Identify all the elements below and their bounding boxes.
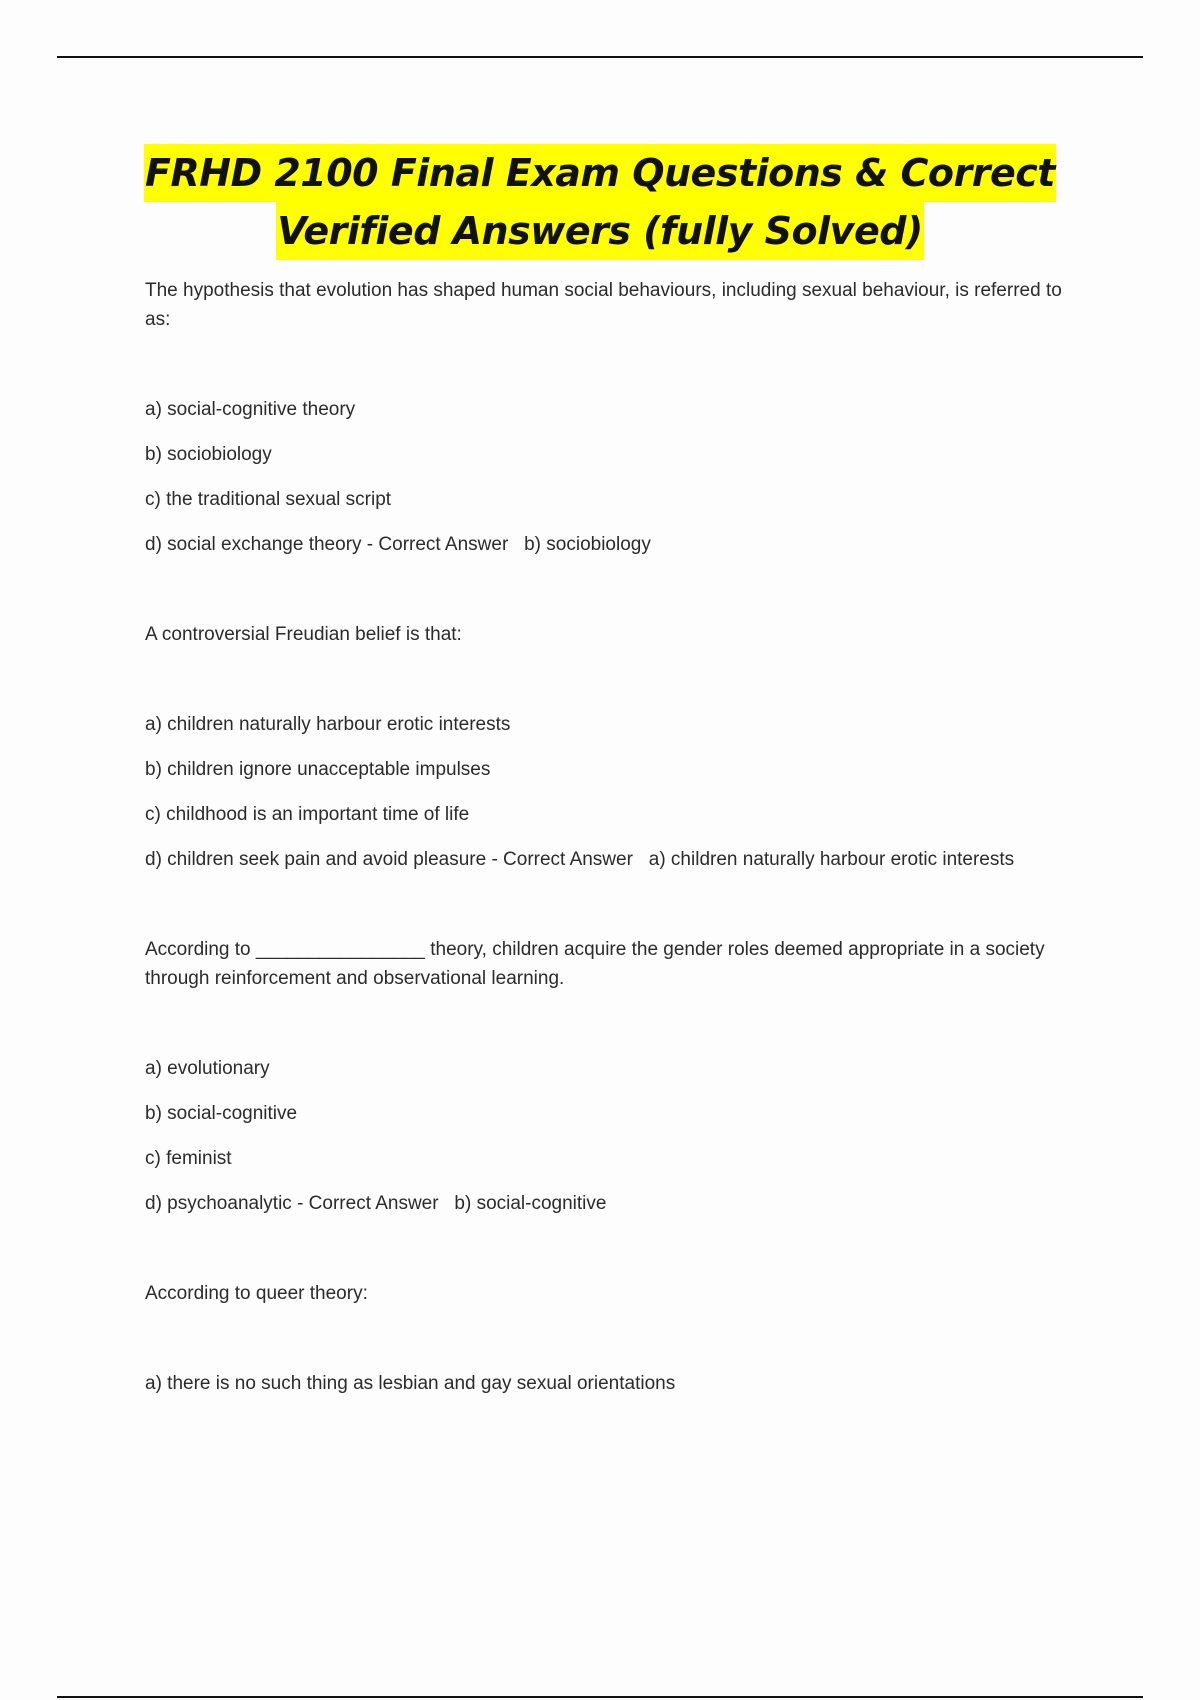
option-b: b) social-cognitive <box>145 1103 298 1124</box>
option-a: a) there is no such thing as lesbian and gay sexual orientations <box>145 1373 676 1394</box>
option-b: b) children ignore unacceptable impulses <box>145 759 491 780</box>
bottom-rule <box>57 1696 1143 1698</box>
question-list <box>145 276 1065 1459</box>
question-text: A controversial Freudian belief is that: <box>145 624 462 645</box>
option-c: c) feminist <box>145 1148 232 1169</box>
page-title <box>0 144 1200 260</box>
option-a: a) social-cognitive theory <box>145 399 356 420</box>
option-c: c) childhood is an important time of life <box>145 804 470 825</box>
option-a: a) evolutionary <box>145 1058 270 1079</box>
option-d-with-answer: d) psychoanalytic - Correct Answer b) social-cognitive <box>145 1193 607 1214</box>
question-text: According to queer theory: <box>145 1283 368 1304</box>
option-d-with-answer: d) children seek pain and avoid pleasure - Correct Answer a) children naturally harbour erotic interests <box>145 849 1015 870</box>
question-block <box>145 1279 1065 1398</box>
option-b: b) sociobiology <box>145 444 272 465</box>
option-c: c) the traditional sexual script <box>145 489 392 510</box>
option-a: a) children naturally harbour erotic interests <box>145 714 511 735</box>
title-line-1: FRHD 2100 Final Exam Questions & Correct <box>144 144 1056 202</box>
title-line-2: Verified Answers (fully Solved) <box>276 202 924 260</box>
question-text: According to ________________ theory, children acquire the gender roles deemed appropriate in a society through reinforcement and observational learning. <box>145 939 1045 989</box>
question-text: The hypothesis that evolution has shaped human social behaviours, including sexual behaviour, is referred to as: <box>145 280 1062 330</box>
question-block <box>145 276 1065 559</box>
option-d-with-answer: d) social exchange theory - Correct Answer b) sociobiology <box>145 534 651 555</box>
question-block <box>145 620 1065 874</box>
question-block <box>145 935 1065 1218</box>
top-rule <box>57 56 1143 58</box>
